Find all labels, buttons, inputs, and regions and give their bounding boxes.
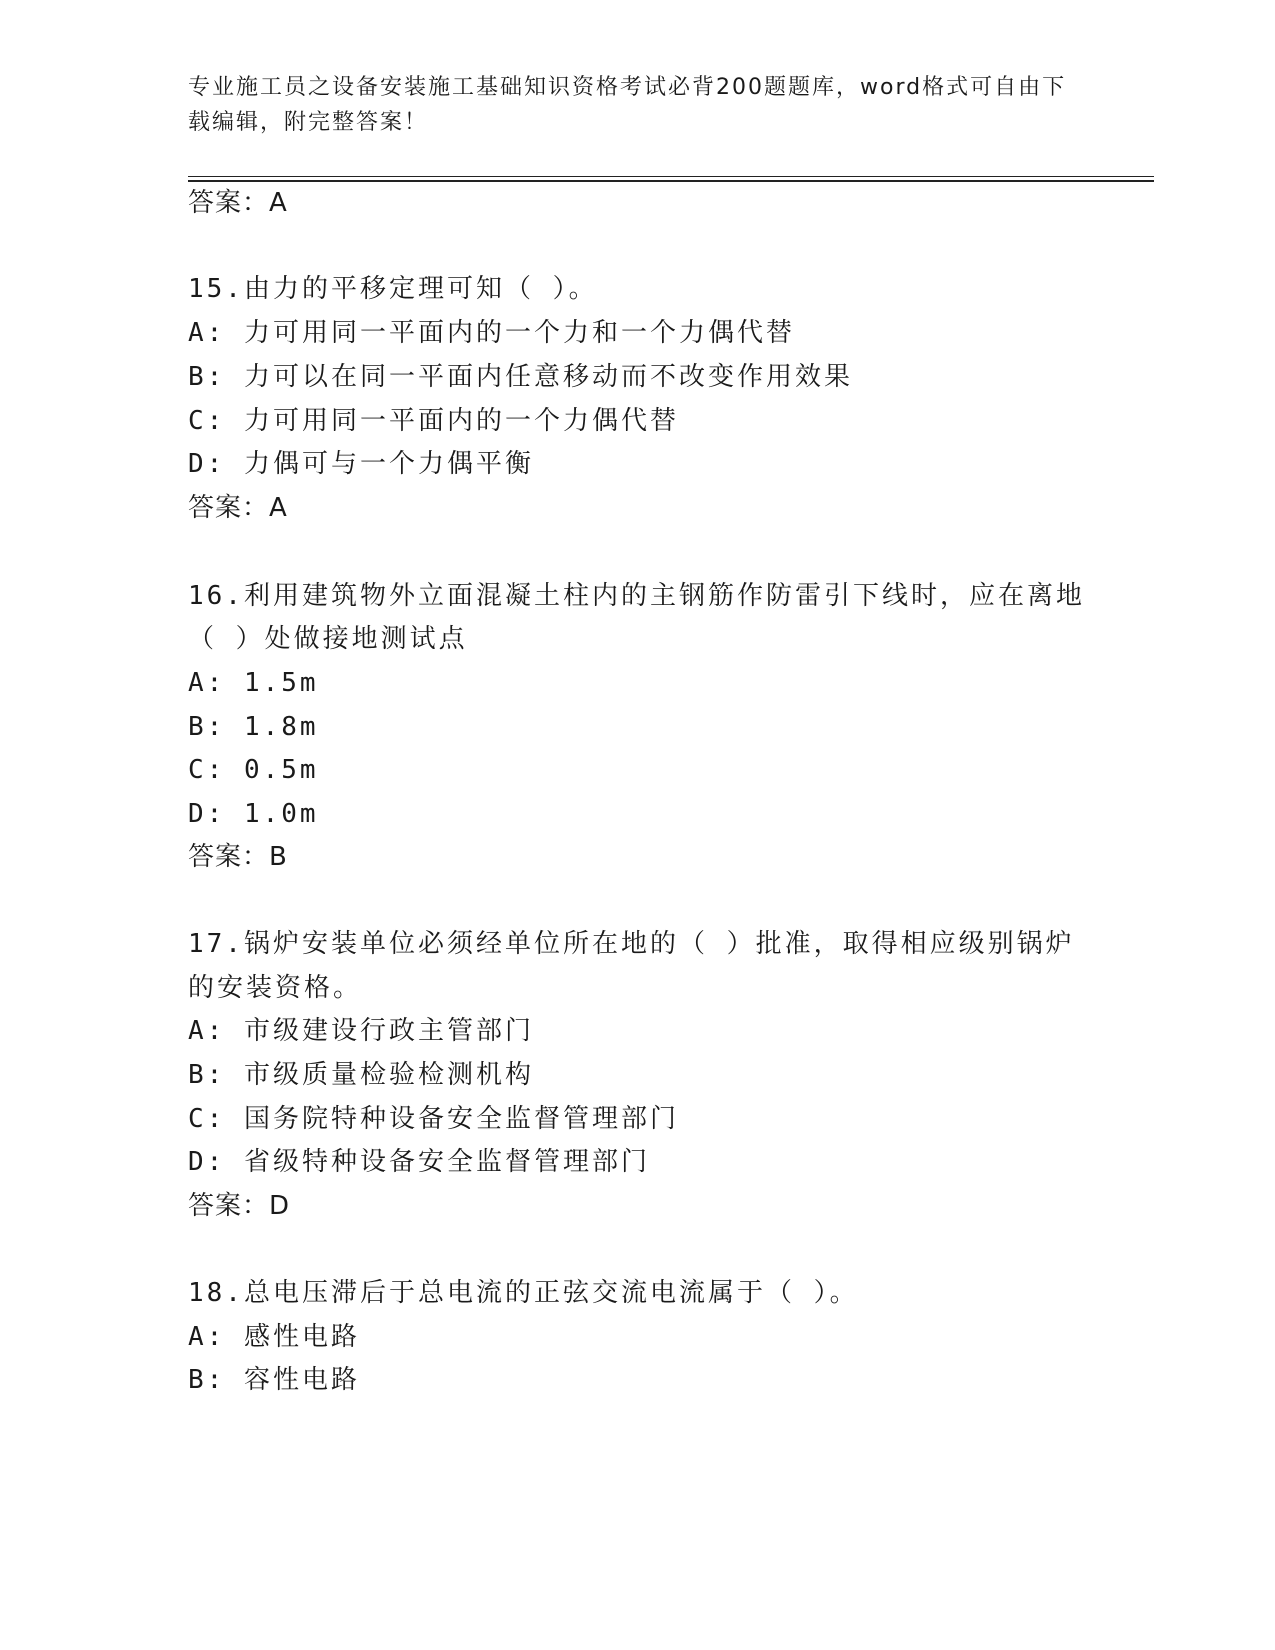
question-17-stem-line-2: 的安装资格。	[188, 973, 363, 1003]
question-17-option-a: A: 市级建设行政主管部门	[188, 1016, 534, 1046]
question-18-option-b: B: 容性电路	[188, 1365, 360, 1395]
question-15-stem: 15.由力的平移定理可知（ ）。	[188, 274, 598, 304]
question-18-option-a: A: 感性电路	[188, 1322, 360, 1352]
question-16-stem-line-2: （ ）处做接地测试点	[188, 624, 468, 654]
document-header: 专业施工员之设备安装施工基础知识资格考试必背200题题库，word格式可自由下载编辑，附完整答案！	[188, 75, 1067, 135]
question-17-option-b: B: 市级质量检验检测机构	[188, 1060, 534, 1090]
question-15-option-c: C: 力可用同一平面内的一个力偶代替	[188, 406, 679, 436]
header-divider-thick	[188, 180, 1154, 182]
question-16-option-d: D: 1.0m	[188, 799, 319, 829]
question-17-option-d: D: 省级特种设备安全监督管理部门	[188, 1147, 650, 1177]
question-16-option-a: A: 1.5m	[188, 668, 319, 698]
previous-question-answer: 答案：A	[188, 188, 288, 218]
question-16-answer: 答案：B	[188, 842, 288, 872]
question-18-stem: 18.总电压滞后于总电流的正弦交流电流属于（ ）。	[188, 1278, 859, 1308]
question-15-option-b: B: 力可以在同一平面内任意移动而不改变作用效果	[188, 362, 853, 392]
question-15-answer: 答案：A	[188, 493, 288, 523]
question-16-option-c: C: 0.5m	[188, 755, 319, 785]
question-17-answer: 答案：D	[188, 1191, 291, 1221]
question-17-stem-line-1: 17.锅炉安装单位必须经单位所在地的（ ）批准，取得相应级别锅炉	[188, 929, 1075, 959]
question-15-option-d: D: 力偶可与一个力偶平衡	[188, 449, 534, 479]
question-16-option-b: B: 1.8m	[188, 712, 319, 742]
header-divider-thin	[188, 176, 1154, 177]
question-17-option-c: C: 国务院特种设备安全监督管理部门	[188, 1104, 679, 1134]
question-16-stem-line-1: 16.利用建筑物外立面混凝土柱内的主钢筋作防雷引下线时，应在离地	[188, 581, 1085, 611]
question-15-option-a: A: 力可用同一平面内的一个力和一个力偶代替	[188, 318, 795, 348]
